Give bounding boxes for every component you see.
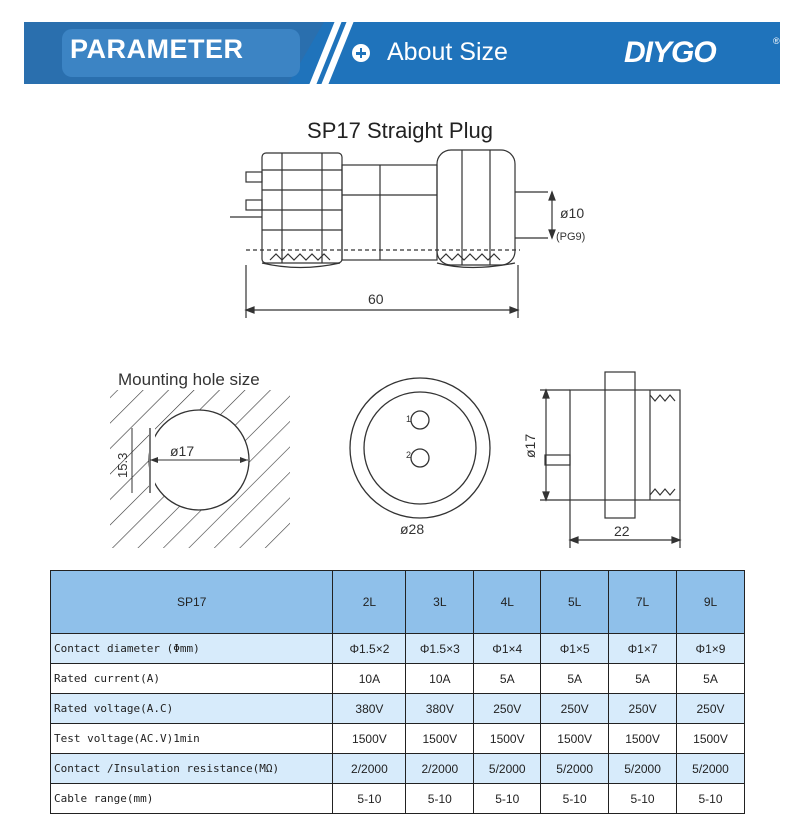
table-row [51, 784, 745, 814]
table-row [51, 664, 745, 694]
column-header: 9L [677, 571, 745, 634]
table-cell: 5/2000 [677, 754, 745, 784]
table-cell: 5-10 [474, 784, 541, 814]
table-cell: Φ1.5×3 [406, 634, 474, 664]
table-cell: 5-10 [609, 784, 677, 814]
drawing-title: SP17 Straight Plug [307, 118, 493, 143]
plug-front-face [350, 378, 490, 518]
dim-cable-diameter: ø10 [560, 205, 585, 221]
header-banner [24, 22, 780, 84]
drawing-canvas [0, 100, 800, 570]
table-row [51, 724, 745, 754]
table-cell: 2/2000 [406, 754, 474, 784]
dim-pg-thread: (PG9) [556, 231, 586, 243]
row-label: Contact /Insulation resistance(MΩ) [51, 754, 333, 784]
banner-subtitle: About Size [387, 38, 508, 66]
table-cell: 10A [406, 664, 474, 694]
table-cell: 380V [406, 694, 474, 724]
table-row [51, 694, 745, 724]
dim-hole-diameter: ø17 [170, 443, 195, 459]
table-cell: 5-10 [406, 784, 474, 814]
registered-mark: ® [773, 36, 780, 46]
column-header: 4L [474, 571, 541, 634]
dim-face-diameter: ø28 [400, 521, 425, 537]
table-cell: 250V [541, 694, 609, 724]
row-label: Contact diameter (Φmm) [51, 634, 333, 664]
table-row [51, 634, 745, 664]
mounting-hole-label: Mounting hole size [118, 370, 260, 389]
column-header: 2L [333, 571, 406, 634]
column-header: 5L [541, 571, 609, 634]
table-cell: Φ1.5×2 [333, 634, 406, 664]
row-label: Cable range(mm) [51, 784, 333, 814]
column-header: 3L [406, 571, 474, 634]
table-cell: Φ1×9 [677, 634, 745, 664]
table-cell: Φ1×5 [541, 634, 609, 664]
table-cell: 1500V [333, 724, 406, 754]
table-cell: 10A [333, 664, 406, 694]
dim-socket-length: 22 [614, 523, 630, 539]
table-cell: 1500V [474, 724, 541, 754]
dim-hole-flat: 15.3 [115, 452, 130, 478]
table-cell: 1500V [677, 724, 745, 754]
column-header: SP17 [51, 571, 333, 634]
table-cell: 250V [474, 694, 541, 724]
table-cell: 250V [677, 694, 745, 724]
table-cell: Φ1×7 [609, 634, 677, 664]
row-label: Rated voltage(A.C) [51, 694, 333, 724]
column-header: 7L [609, 571, 677, 634]
table-cell: 5A [609, 664, 677, 694]
table-cell: 1500V [406, 724, 474, 754]
table-row [51, 754, 745, 784]
table-cell: 2/2000 [333, 754, 406, 784]
spec-table [50, 570, 745, 814]
table-cell: 5A [474, 664, 541, 694]
brand-logo: DIYGO [624, 36, 716, 69]
table-cell: 250V [609, 694, 677, 724]
table-cell: 5A [677, 664, 745, 694]
table-cell: 5/2000 [541, 754, 609, 784]
plug-side-view [230, 150, 555, 318]
table-cell: 5A [541, 664, 609, 694]
technical-drawing [0, 100, 800, 570]
table-cell: 1500V [541, 724, 609, 754]
table-cell: 5/2000 [609, 754, 677, 784]
pin-1-label: 1 [406, 414, 412, 424]
table-cell: 5/2000 [474, 754, 541, 784]
table-cell: 5-10 [541, 784, 609, 814]
pin-2-label: 2 [406, 450, 412, 460]
table-cell: 1500V [609, 724, 677, 754]
table-cell: Φ1×4 [474, 634, 541, 664]
plus-circle-icon [352, 44, 370, 62]
dim-socket-diameter: ø17 [522, 433, 538, 458]
row-label: Test voltage(AC.V)1min [51, 724, 333, 754]
table-cell: 5-10 [677, 784, 745, 814]
dim-length: 60 [368, 291, 384, 307]
row-label: Rated current(A) [51, 664, 333, 694]
banner-title: PARAMETER [70, 34, 244, 64]
socket-side-view [540, 372, 680, 548]
table-cell: 5-10 [333, 784, 406, 814]
table-cell: 380V [333, 694, 406, 724]
table-header-row [51, 571, 745, 634]
